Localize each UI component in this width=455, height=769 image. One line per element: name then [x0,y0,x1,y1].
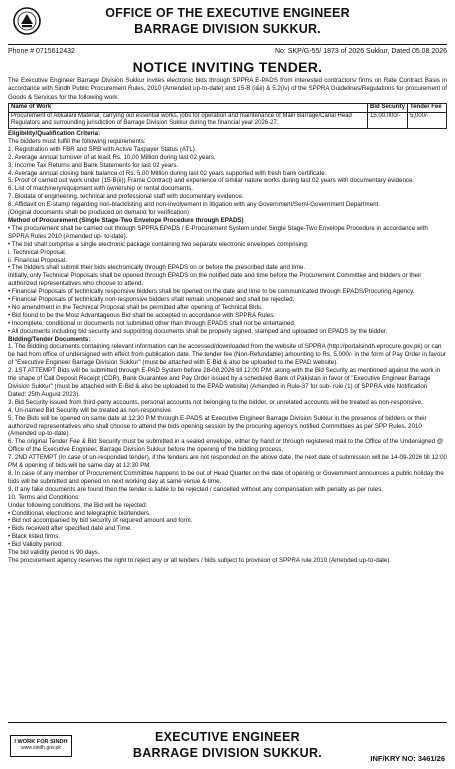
header [8,0,447,44]
body-line: • No amendment in the Technical Proposal shall be permitted after opening of Technical Bids. [8,303,263,311]
body-line: • Bids received after specified date and Time. [8,525,132,533]
body-line: 6. The original Tender Fee & Bid Security must be submitted in a sealed envelope, either by hand or through registered mail to the Office of the Undersigned @ Office of the Executive Engineer, Barrage Division Sukkur before the opening of the bidding process. [8,438,444,454]
body-line: (Original documents shall be produced on demand for verification) [8,209,189,217]
body-line: • Financial Proposals of technically responsive bidders shall be opened on the date and time to be communicated through EPADS/Procuring Agency. [8,288,415,296]
body-line: 5. The Bids will be opened on same date at 12:30 P.M through E-PADS at Executive Engineer Barrage Division Sukkur in the presence of bidders or their authorized representatives who shall choose to attend the bids opening session by the procuring agency's notified Committees as per SPP Rules, 2010 (Amended up-to-date). [8,414,427,438]
sindh-brand-logo [10,735,72,757]
body-line: • The bid shall comprise a single electronic package containing two separate electronic envelopes comprising: [8,240,309,248]
body-line: • Conditional, electronic and telegraphic bid/tenders. [8,509,151,517]
bid-security-cell: 15,00,000/- [367,112,407,128]
letter-number: No: SKP/G-55/ 1873 of 2026 Sukkur, Dated 05.08.2026 [274,48,447,55]
inf-reference: INF/KRY NO: 3461/26 [370,754,445,763]
body-line: 10. Terms and Conditions: [8,493,80,501]
body-line: 9. If any fake documents are found then the tender is liable to be rejected / cancelled without any compensation with penalty as per rules. [8,485,383,493]
office-title: OFFICE OF THE EXECUTIVE ENGINEER [105,6,350,20]
body-line: • All documents including bid security and supporting documents shall be properly signed, stamped and uploaded on EPADS by the bidder. [8,327,388,335]
notice-body [8,130,447,565]
reference-line [8,47,447,57]
body-line: 8. In case of any member of Procurement Committee happens to be out of Head Quarter on the date of opening or Government announces a public holiday the bids will be submitted and opened on next working day at same venue & time. [8,469,444,485]
section-heading: Bidding/Tender Documents: [8,335,91,343]
body-line: 7. Biodata of engineering, technical and professional staff with documentary evidence. [8,193,244,201]
col-bid-security: Bid Security [367,104,407,113]
phone-number: Phone # 0715612432 [8,48,75,55]
body-line: 1. Registration with FBR and SRB with Active Taxpayer Status (ATL). [8,145,197,153]
body-line: • Financial Proposals of technically non-responsive bidders shall remain unopened and shall be rejected. [8,296,295,304]
body-line: • Black listed firms. [8,533,61,541]
government-emblem-icon [12,6,42,36]
brand-line-2: www.sindh.gov.pk [21,745,61,751]
body-line: 4. Un-named Bid Security will be treated as non-responsive. [8,406,173,414]
body-line: • Bid Validity period: [8,541,63,549]
signatory-title: EXECUTIVE ENGINEER [154,730,300,744]
body-line: Under following conditions, the Bid will be rejected: [8,501,148,509]
body-line: The bidders must fulfill the following requirements: [8,137,146,145]
notice-title: NOTICE INVITING TENDER. [132,59,323,75]
work-table-header [9,104,447,113]
body-line: 6. List of machinery/equipment with ownership or rental documents. [8,185,194,193]
body-line: 2. Average annual turnover of at least Rs. 10.00 Million during last 02 years. [8,153,216,161]
header-rule [8,44,447,45]
body-line: 3. Bid Security issued from third-party accounts, personal accounts not belonging to the bidder, or unrelated accounts will be treated as non-responsive. [8,398,423,406]
body-line: • The bidders shall submit their bids electronically through EPADS on or before the prescribed date and time. [8,264,306,272]
body-line: 1. The Bidding documents containing relevant information can be accessed/downloaded from the website of SPPRA (http://portalsindh.eprocure.gov.pk) or can be had from office of undersigned with effect from publication date. The tender fee (Non-Refundable) amounting to Rs. 5,000/- in the form of Pay Order in favour of "Executive Engineer Barrage Division Sukkur" (must be attached with E-Bid & also be uploaded to the EPAD website). [8,343,446,367]
work-table [8,103,447,129]
signatory-division: BARRAGE DIVISION SUKKUR. [132,746,323,760]
body-line: ii. Financial Proposal. [8,256,67,264]
body-line: i. Technical Proposal. [8,248,67,256]
tender-fee-cell: 5,000/- [408,112,447,128]
division-title: BARRAGE DIVISION SUKKUR. [134,22,321,36]
table-row [9,112,447,128]
body-line: Initially, only Technical Proposals shall be opened through EPADS on the notified date and time before the Procurement Committee and bidders or their authorized representatives who choose to attend. [8,272,422,288]
body-line: 2. 1ST ATTEMPT Bids will be submitted through E-PAD System before 28-08.2026 till 12:00 P.M. along-with the Bid Security as mentioned against the work in the shape of Call Deposit Receipt (CDR), Bank Guarantee and Pay Order issued by a scheduled Bank of Pakistan in favor of "Executive Engineer Barrage Division Sukkur" (must be attached with E-Bid & also be uploaded to the EPAD website) (Amended in Rule-37 for sub- rule (1) of SPPRA vide Notification Dated: 25th August 2023). [8,367,441,398]
work-name-cell: Procurement of Abkalani Material, carrying out essential works, jobs for operation and maintenance of Main Barrage/Canal Head Regulators and surrounding jurisdiction of Barrage Division Sukkur during the financial year 2026-27. [9,112,368,128]
body-line: 7. 2ND ATTEMPT (In case of un-responded tender), if the tenders are not responded on the above date, the next date of submission will be 14-09-2026 till 12:00 PM & opening of bids will be same day at 12:30 PM. [8,454,447,470]
body-line: • Incomplete, conditional or documents not submitted other than through EPADS shall not be entertained. [8,319,296,327]
body-line: 4. Average annual closing bank balance of Rs. 5.00 Million during last 02 years supported with fresh bank certificate. [8,169,327,177]
brand-line-1: I WORK FOR SINDH [14,739,68,745]
section-heading: Eligibility/Qualification Criteria: [8,130,101,137]
col-name-of-work: Name of Work [9,104,368,113]
body-line: • Bid not accompanied by bid security of required amount and form. [8,517,193,525]
body-line: 3. Income Tax Returns and Bank Statements for last 02 years. [8,161,179,169]
section-heading: Method of Procurement (Single Stage-Two Envelope Procedure through EPADS) [8,216,244,224]
body-line: 8. Affidavit on E-stamp regarding non-blacklisting and non-involvement in litigation with any Government/Semi-Government Department. [8,201,381,209]
intro-paragraph: The Executive Engineer Barrage Division Sukkur invites electronic bids through SPPRA E-PADS from interested contractors/ firms on Rate Contract Basis in accordance with Sindh Public Procurement Rules, 2010 (Amended up-to-date) and 15-B (i&ii) & 5.2(iv) of the SPPRA Guidelines/Regulations for procurement of Goods & Services for the following work: [8,77,447,101]
body-line: The procurement agency reserves the right to reject any or all tenders / bids subject to provision of SPPRA rule 2010 (Amended up-to-date). [8,556,392,564]
body-line: • Bid found to be the Most Advantageous Bid shall be accepted in accordance with SPPRA Rules. [8,311,276,319]
body-line: • The procurement shall be carried out through SPPRA EPADS / E-Procurement System under Single Stage-Two Envelope Procedure in accordance with SPPRA Rules 2010 (Amended up- to-date). [8,224,428,240]
body-line: 5. Proof of carried out work under (15-B(ii)) Frame Contract) and experience of similar nature works during last 02 years with documentary evidence. [8,177,415,185]
footer [8,722,447,769]
col-tender-fee: Tender Fee [408,104,447,113]
body-line: The bid validity period is 90 days. [8,549,100,557]
